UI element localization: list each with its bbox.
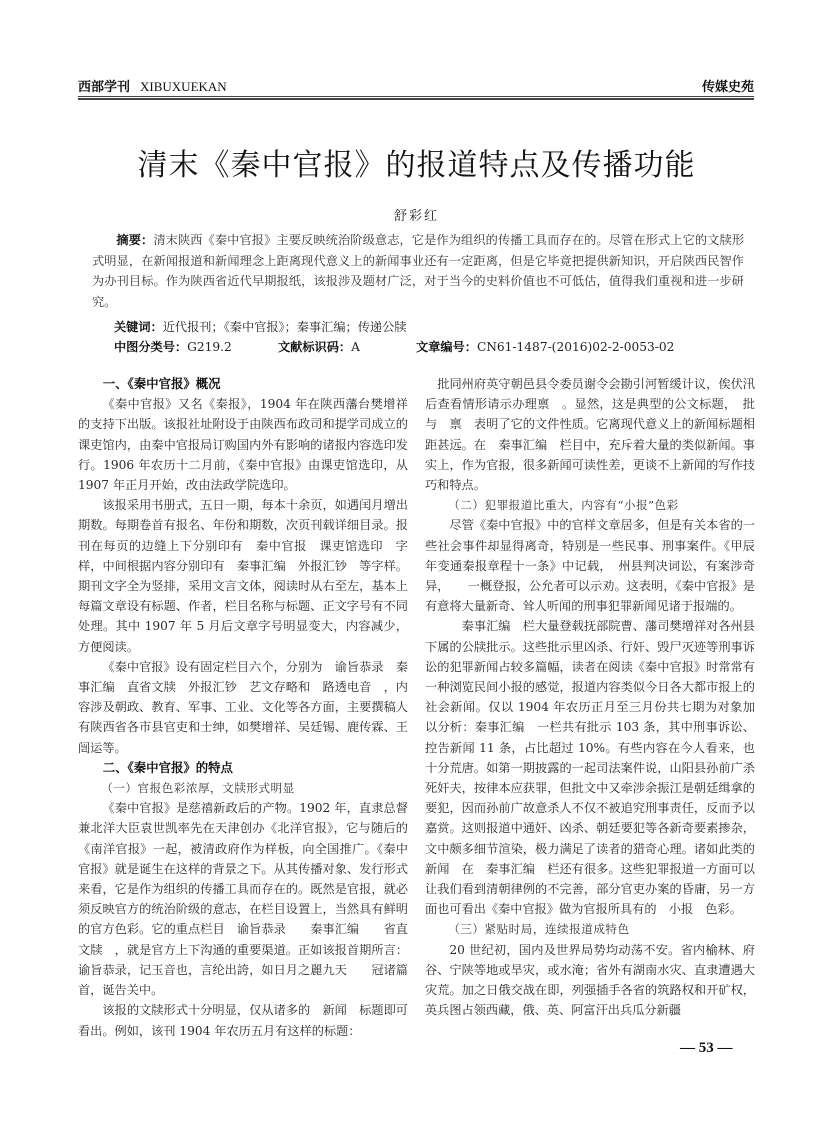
body-paragraph: 尽管《秦中官报》中的官样文章居多，但是有关本省的一些社会事件却显得离奇，特别是一些民事、刑事案件。《甲辰年变通秦报章程十一条》中记载， 州县判决词讼，有案涉奇异， 一概登报，公允者可以示劝。这表明，《秦中官报》是有意将大量新奇、耸人听闻的刑事犯罪新闻见诸于报端的。: [425, 518, 755, 614]
header-rule-thin: [78, 96, 754, 97]
doc-code-line: [278, 338, 360, 355]
keywords-label: 关键词：: [114, 320, 163, 334]
subsection-heading: （三）紧贴时局，连续报道成特色: [448, 922, 630, 937]
clc-line: [114, 338, 232, 355]
subsection-heading: （二）犯罪报道比重大，内容有“小报”色彩: [448, 498, 679, 513]
keywords-text: 近代报刊；《秦中官报》；秦事汇编；传递公牍: [162, 320, 407, 334]
body-paragraph: 《秦中官报》又名《秦报》，1904 年在陕西藩台樊增祥的支持下出版。该报社址附设于由陕西布政司和提学司成立的课吏馆内，由秦中官报局订购国内外有影响的诸报内容选印发行。1906 年农历十二月前，《秦中官报》由课吏馆选印，从 1907 年正月开始，改由法政学院选印。: [78, 397, 408, 493]
clc-label: 中图分类号：: [114, 340, 188, 354]
article-author: 舒彩红: [393, 209, 439, 224]
page-number: — 53 —: [680, 1040, 733, 1056]
header-rule-thick: [78, 98, 754, 100]
body-paragraph: 该报采用书册式，五日一期，每本十余页，如遇闰月增出期数。每期卷首有报名、年份和期数，次页刊载详细目录。报刊在每页的边缝上下分别印有 秦中官报 课吏馆选印 字样，中间根据内容分别印有 秦事汇编 外报汇钞 等字样。期刊文字全为竖排，采用文言文体，阅读时从右至左，基本上每篇文章设有标题、作者，栏目名称与标题、正文字号有不同处理。其中 1907 年 5 月后文章字号明显变大，内容减少，方便阅读。: [78, 498, 408, 654]
doc-code-label: 文献标识码：: [278, 340, 352, 354]
body-column-right: [425, 374, 768, 1021]
doc-code-value: A: [351, 340, 360, 354]
abstract-block: [92, 230, 744, 312]
body-paragraph: 秦事汇编 栏大量登载抚部院曹、藩司樊增祥对各州县下属的公牍批示。这些批示里凶杀、行奸、毁尸灭迹等刑事诉讼的犯罪新闻占较多篇幅，读者在阅读《秦中官报》时常常有一种浏览民间小报的感觉，报道内容类似今日各大都市报上的社会新闻。仅以 1904 年农历正月至三月份共七期为对象加以分析：秦事汇编 一栏共有批示 103 条，其中刑事诉讼、控告新闻 11 条，占比超过 10%。有些内容在今人看来，也十分荒唐。如第一期披露的一起司法案件说，山阳县孙前广杀死奸夫，按律本应获罪，但批文中又牵涉余振江是朝廷缉拿的要犯，因而孙前广故意杀人不仅不被追究刑事责任，反而予以嘉赏。这则报道中通奸、凶杀、朝廷要犯等各新奇要素掺杂，文中颇多细节渲染，极力满足了读者的猎奇心理。诸如此类的 新闻 在 秦事汇编 栏还有很多。这些犯罪报道一方面可以让我们看到清朝律例的不完善，部分官吏办案的昏庸，另一方面也可看出《秦中官报》做为官报所具有的 小报 色彩。: [425, 619, 768, 917]
abstract-text: 清末陕西《秦中官报》主要反映统治阶级意志，它是作为组织的传播工具而存在的。尽管在形式上它的文牍形式明显，在新闻报道和新闻理念上距离现代意义上的新闻事业还有一定距离，但是它毕竟把提供新知识，开启陕西民智作为办刊目标。作为陕西省近代早期报纸，该报涉及题材广泛，对于当今的史料价值也不可低估，值得我们重视和进一步研究。: [92, 233, 745, 309]
article-title: 清末《秦中官报》的报道特点及传播功能: [137, 148, 696, 183]
clc-value: G219.2: [187, 340, 232, 354]
article-number-value: CN61-1487-(2016)02-2-0053-02: [476, 340, 675, 354]
body-paragraph: 《秦中官报》是慈禧新政后的产物。1902 年，直隶总督兼北洋大臣袁世凯率先在天津创办《北洋官报》，它与随后的《南洋官报》一起，被清政府作为样板，向全国推广。《秦中官报》就是诞生在这样的背景之下。从其传播对象、发行形式来看，它是作为组织的传播工具而存在的。既然是官报，就必须反映官方的统治阶级的意志，在栏目设置上，当然具有鲜明的官方色彩。它的重点栏目 谕旨恭录 秦事汇编 省直文牍 ，就是官方上下沟通的重要渠道。正如该报首期所言：谕旨恭录，记玉音也，言纶出誇，如日月之麗九天 冠诸篇首，诞告关中。: [78, 801, 408, 998]
keywords-line: [114, 318, 407, 335]
section-heading: 一、《秦中官报》概况: [102, 376, 221, 391]
journal-name-en: XIBUXUEKAN: [140, 79, 227, 94]
running-header: [78, 76, 754, 98]
subsection-heading: （一）官报色彩浓厚，文牍形式明显: [101, 781, 295, 796]
body-column-left: [78, 374, 408, 1041]
article-number-label: 文章编号：: [416, 340, 477, 354]
section-heading: 二、《秦中官报》的特点: [102, 759, 233, 775]
body-paragraph: 批同州府英守朝邑县令委员谢令会勘引河暂缓计议，俟伏汛后查看情形请示办理禀 。显然，这是典型的公文标题， 批 与 禀 表明了它的文件性质。它离现代意义上的新闻标题相距甚远。在 秦事汇编 栏目中，充斥着大量的类似新闻。事实上，作为官报，很多新闻可读性差，更谈不上新闻的写作技巧和特点。: [425, 377, 768, 493]
article-number-line: [416, 338, 674, 355]
abstract-label: 摘要：: [116, 233, 154, 247]
journal-name-cn: 西部学刊: [78, 80, 131, 95]
body-paragraph: 《秦中官报》设有固定栏目六个，分别为 谕旨恭录 秦事汇编 直省文牍 外报汇钞 艺文存略和 路透电音 ，内容涉及朝政、教育、军事、工业、文化等各方面，主要撰稿人有陕西省各市县官吏和士绅，如樊增祥、吴廷锡、鹿传霖、王闿运等。: [78, 659, 408, 755]
journal-name: [78, 76, 227, 95]
body-paragraph: 20 世纪初，国内及世界局势均动荡不安。省内榆林、府谷、宁陕等地或旱灾，或水淹；省外有湖南水灾、直隶遭遇大灾荒。加之日俄交战在即，列强插手各省的筑路权和开矿权，英兵图占领西藏，俄、英、阿富汗出兵瓜分新疆: [425, 942, 755, 1018]
section-name: 传媒史苑: [701, 80, 754, 95]
body-paragraph: 该报的文牍形式十分明显，仅从诸多的 新闻 标题即可看出。例如，该刊 1904 年农历五月有这样的标题：: [78, 1003, 408, 1038]
